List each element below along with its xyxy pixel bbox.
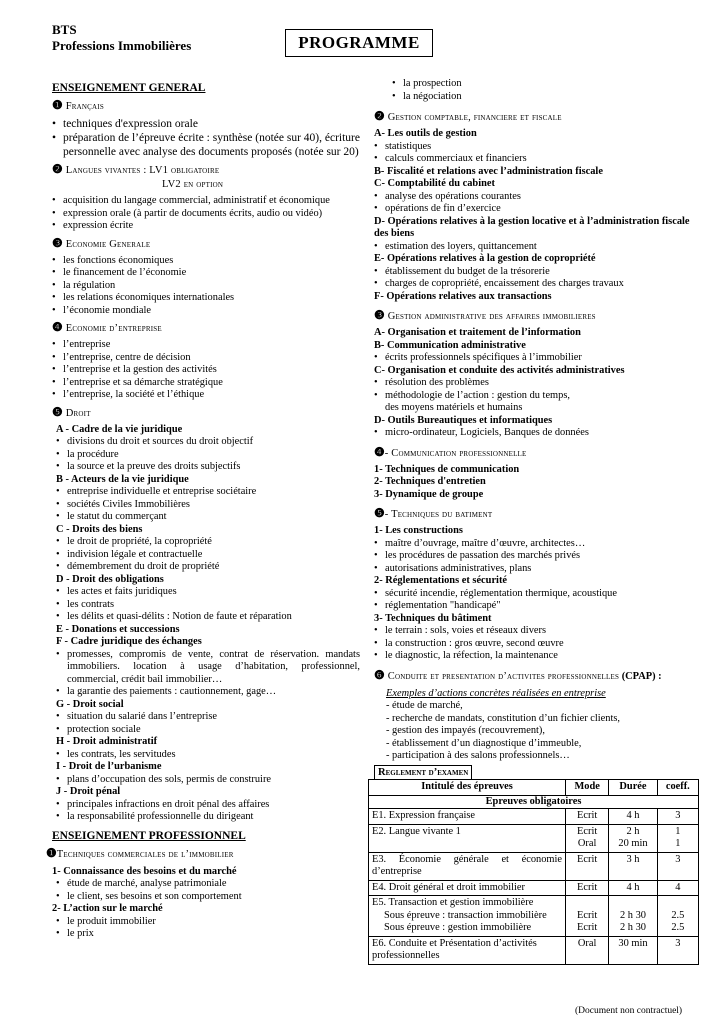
list-item: • sécurité incendie, réglementation thermique, acoustique bbox=[374, 588, 694, 601]
header-title-block bbox=[52, 22, 191, 54]
francais-heading: ❶ Français bbox=[52, 98, 104, 112]
col-header: Durée bbox=[609, 780, 657, 796]
list-item: • acquisition du langage commercial, administratif et économique bbox=[52, 195, 360, 208]
exam-table bbox=[368, 779, 699, 965]
batiment-heading: ❺- Techniques du batiment bbox=[374, 506, 493, 520]
list-item: • l’entreprise et sa démarche stratégique bbox=[52, 377, 360, 390]
droit-g: G - Droit social bbox=[56, 698, 124, 710]
list-item: - établissement d’un diagnostique d’immeuble, bbox=[386, 737, 582, 749]
gaai-heading: ❸ Gestion administrative des affaires immobilieres bbox=[374, 308, 596, 322]
list-item: • le droit de propriété, la copropriété bbox=[56, 536, 360, 549]
header-line1: BTS bbox=[52, 22, 77, 37]
list-item: • plans d’occupation des sols, permis de construire bbox=[56, 774, 360, 787]
list-item: • la responsabilité professionnelle du dirigeant bbox=[56, 811, 360, 824]
footer-note: (Document non contractuel) bbox=[575, 1006, 683, 1016]
list-item: • la négociation bbox=[392, 91, 694, 104]
list-item-cont: des moyens matériels et humains bbox=[385, 402, 523, 413]
general-title: ENSEIGNEMENT GENERAL bbox=[52, 82, 206, 94]
gaai-c: C- Organisation et conduite des activités administratives bbox=[374, 364, 625, 376]
list-item: • sociétés Civiles Immobilières bbox=[56, 499, 360, 512]
right-column bbox=[374, 78, 694, 965]
list-item: • l’entreprise, la société et l’éthique bbox=[52, 389, 360, 402]
list-item: • le diagnostic, la réfection, la maintenance bbox=[374, 650, 694, 663]
list-item: • les relations économiques internationales bbox=[52, 292, 360, 305]
list-item: • les délits et quasi-délits : Notion de faute et réparation bbox=[56, 611, 360, 624]
list-item: • le financement de l’économie bbox=[52, 267, 360, 280]
list-item: • expression orale (à partir de documents écrits, audio ou vidéo) bbox=[52, 208, 360, 221]
gcff-heading: ❷ Gestion comptable, financiere et fiscale bbox=[374, 109, 562, 123]
list-item: • indivision légale et contractuelle bbox=[56, 549, 360, 562]
droit-d: D - Droit des obligations bbox=[56, 573, 164, 585]
list-item: • maître d’ouvrage, maître d’œuvre, architectes… bbox=[374, 538, 694, 551]
list-item: • expression écrite bbox=[52, 220, 360, 233]
tci-s1: 1- Connaissance des besoins et du marché bbox=[52, 865, 237, 877]
list-item: • l’entreprise bbox=[52, 339, 360, 352]
table-row: E4. Droit général et droit immobilier Ecrit 4 h 4 bbox=[369, 880, 699, 896]
table-row: E3. Économie générale et économie d’entreprise Ecrit 3 h 3 bbox=[369, 852, 699, 880]
table-row: E1. Expression française Ecrit 4 h 3 bbox=[369, 809, 699, 825]
droit-a: A - Cadre de la vie juridique bbox=[56, 423, 183, 435]
gcff-d: D- Opérations relatives à la gestion locative et à l’administration fiscale des biens bbox=[374, 215, 690, 239]
col-header: Mode bbox=[566, 780, 609, 796]
page-title: PROGRAMME bbox=[285, 29, 433, 57]
list-item: • opérations de fin d’exercice bbox=[374, 203, 694, 216]
list-item: - gestion des impayés (recouvrement), bbox=[386, 725, 545, 736]
list-item: • la construction : gros œuvre, second œuvre bbox=[374, 638, 694, 651]
list-item: - recherche de mandats, constitution d’un fichier clients, bbox=[386, 712, 620, 724]
droit-i: I - Droit de l’urbanisme bbox=[56, 761, 162, 772]
list-item: • méthodologie de l’action : gestion du temps, bbox=[374, 390, 694, 403]
list-item: • divisions du droit et sources du droit objectif bbox=[56, 436, 360, 449]
list-item: • micro-ordinateur, Logiciels, Banques de données bbox=[374, 427, 694, 440]
list-item: • les contrats bbox=[56, 599, 360, 612]
gaai-d: D- Outils Bureautiques et informatiques bbox=[374, 414, 553, 426]
list-item: • l’entreprise et la gestion des activités bbox=[52, 364, 360, 377]
list-item: • le statut du commerçant bbox=[56, 511, 360, 524]
list-item: • le prix bbox=[56, 928, 360, 941]
table-row: E6. Conduite et Présentation d’activités professionnelles Oral 30 min 3 bbox=[369, 936, 699, 964]
list-item: • résolution des problèmes bbox=[374, 377, 694, 390]
droit-e: E - Donations et successions bbox=[56, 623, 180, 635]
comm-item: 1- Techniques de communication bbox=[374, 463, 520, 475]
list-item: • la régulation bbox=[52, 280, 360, 293]
list-item: • le client, ses besoins et son comportement bbox=[56, 891, 360, 904]
table-row: E5. Transaction et gestion immobilière Sous épreuve : transaction immobilière Sous épreuve : gestion immobilière Ecrit Ecrit 2 h 30 2 h 30 2.5 2.5 bbox=[369, 896, 699, 937]
list-item: • charges de copropriété, encaissement des charges travaux bbox=[374, 278, 694, 291]
comm-item: 2- Techniques d'entretien bbox=[374, 476, 486, 487]
list-item: • les fonctions économiques bbox=[52, 255, 360, 268]
tci-heading: ❶Techniques commerciales de l’immobilier bbox=[46, 845, 234, 860]
subheader: Epreuves obligatoires bbox=[369, 795, 699, 809]
list-item: • calculs commerciaux et financiers bbox=[374, 153, 694, 166]
pro-title: ENSEIGNEMENT PROFESSIONNEL bbox=[52, 829, 246, 842]
list-item: • l’économie mondiale bbox=[52, 305, 360, 318]
droit-h: H - Droit administratif bbox=[56, 736, 158, 747]
gcff-e: E- Opérations relatives à la gestion de copropriété bbox=[374, 253, 596, 264]
list-item: • promesses, compromis de vente, contrat de réservation. mandats immobiliers. location à usage d’habitation, professionnel, commercial, crédit bail immobilier… bbox=[56, 649, 360, 687]
gcff-b: B- Fiscalité et relations avec l’administration fiscale bbox=[374, 165, 603, 177]
batiment-s1: 1- Les constructions bbox=[374, 525, 463, 536]
gcff-a: A- Les outils de gestion bbox=[374, 128, 477, 139]
list-item: • la procédure bbox=[56, 449, 360, 462]
comm-heading: ❹- Communication professionnelle bbox=[374, 444, 527, 459]
list-item: • démembrement du droit de propriété bbox=[56, 561, 360, 574]
droit-c: C - Droits des biens bbox=[56, 523, 143, 535]
gcff-f: F- Opérations relatives aux transactions bbox=[374, 290, 552, 302]
list-item: • les actes et faits juridiques bbox=[56, 586, 360, 599]
list-item: • les procédures de passation des marchés privés bbox=[374, 550, 694, 563]
header-line2: Professions Immobilières bbox=[52, 38, 192, 53]
list-item: • la source et la preuve des droits subjectifs bbox=[56, 461, 360, 474]
list-item: • entreprise individuelle et entreprise sociétaire bbox=[56, 486, 360, 499]
list-item: • les contrats, les servitudes bbox=[56, 749, 360, 762]
list-item: - étude de marché, bbox=[386, 700, 463, 711]
cpap-examples-title: Exemples d’actions concrètes réalisées en entreprise bbox=[386, 687, 606, 699]
langues-heading: ❷ Langues vivantes : LV1 obligatoire LV2 en option bbox=[52, 162, 224, 190]
list-item: • l’entreprise, centre de décision bbox=[52, 352, 360, 365]
list-item: • estimation des loyers, quittancement bbox=[374, 241, 694, 254]
tci-s2: 2- L’action sur le marché bbox=[52, 903, 163, 914]
gaai-b: B- Communication administrative bbox=[374, 339, 526, 351]
list-item: • le terrain : sols, voies et réseaux divers bbox=[374, 625, 694, 638]
list-item: • écrits professionnels spécifiques à l’immobilier bbox=[374, 352, 694, 365]
list-item: • le produit immobilier bbox=[56, 916, 360, 929]
col-header: Intitulé des épreuves bbox=[369, 780, 566, 796]
gaai-a: A- Organisation et traitement de l’information bbox=[374, 327, 581, 338]
eco-gen-heading: ❸ Economie Generale bbox=[52, 235, 151, 250]
list-item: • principales infractions en droit pénal des affaires bbox=[56, 799, 360, 812]
table-row: E2. Langue vivante 1 Ecrit Oral 2 h 20 min 1 1 bbox=[369, 824, 699, 852]
list-item: • techniques d'expression orale bbox=[52, 117, 360, 131]
list-item: • la garantie des paiements : cautionnement, gage… bbox=[56, 686, 360, 699]
gcff-c: C- Comptabilité du cabinet bbox=[374, 178, 495, 189]
list-item: • étude de marché, analyse patrimoniale bbox=[56, 878, 360, 891]
list-item: • protection sociale bbox=[56, 724, 360, 737]
eco-ent-heading: ❹ Economie d’entreprise bbox=[52, 320, 162, 334]
droit-f: F - Cadre juridique des échanges bbox=[56, 636, 202, 647]
list-item: • analyse des opérations courantes bbox=[374, 191, 694, 204]
droit-j: J - Droit pénal bbox=[56, 786, 121, 797]
droit-heading: ❺ Droit bbox=[52, 404, 91, 419]
list-item: • statistiques bbox=[374, 141, 694, 154]
list-item: • autorisations administratives, plans bbox=[374, 563, 694, 576]
cpap-heading: ❻ Conduite et presentation d’activites professionnelles (CPAP) : bbox=[374, 667, 662, 682]
col-header: coeff. bbox=[657, 780, 698, 796]
comm-item: 3- Dynamique de groupe bbox=[374, 488, 484, 500]
list-item: • situation du salarié dans l’entreprise bbox=[56, 711, 360, 724]
list-item: • réglementation "handicapé" bbox=[374, 600, 694, 613]
list-item: • établissement du budget de la trésorerie bbox=[374, 266, 694, 279]
exam-title: Reglement d’examen bbox=[374, 765, 472, 780]
batiment-s3: 3- Techniques du bâtiment bbox=[374, 612, 492, 624]
left-column bbox=[46, 78, 360, 941]
batiment-s2: 2- Réglementations et sécurité bbox=[374, 575, 508, 586]
list-item: - participation à des salons professionnels… bbox=[386, 750, 570, 761]
list-item: • préparation de l’épreuve écrite : synthèse (notée sur 40), écriture personnelle avec analyse des documents proposés (notée sur 20) bbox=[52, 131, 360, 159]
list-item: • la prospection bbox=[392, 78, 694, 91]
droit-b: B - Acteurs de la vie juridique bbox=[56, 473, 189, 485]
